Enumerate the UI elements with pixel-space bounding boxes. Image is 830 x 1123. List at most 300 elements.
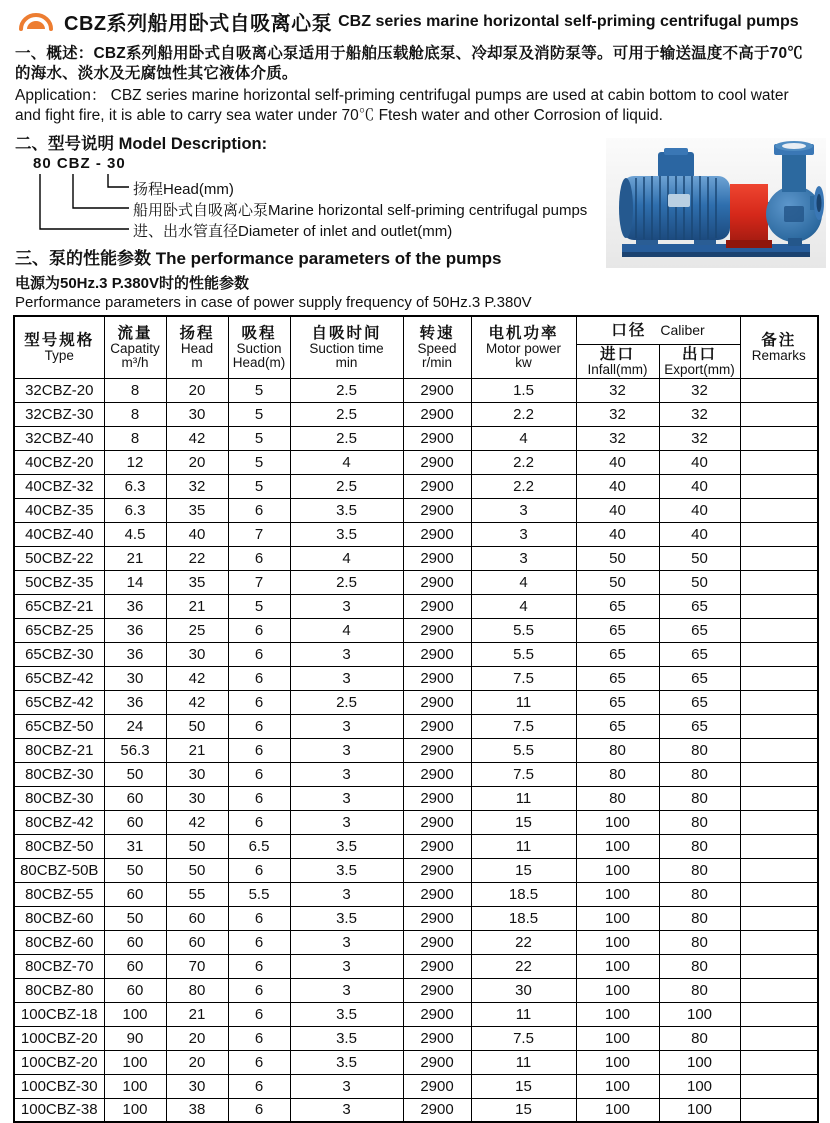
performance-parameters-table — [13, 315, 819, 1123]
table-cell: 50 — [104, 906, 166, 930]
table-cell: 6.3 — [104, 498, 166, 522]
table-cell — [740, 642, 818, 666]
col-header-motor-power: 电机功率 Motor power kw — [471, 316, 576, 378]
table-cell — [740, 522, 818, 546]
table-cell: 3 — [471, 498, 576, 522]
table-cell: 50 — [576, 570, 659, 594]
table-cell: 2900 — [403, 522, 471, 546]
table-cell: 55 — [166, 882, 228, 906]
table-cell: 80CBZ-30 — [14, 786, 104, 810]
table-cell: 6 — [228, 1050, 290, 1074]
table-row — [14, 930, 818, 954]
table-cell: 60 — [104, 930, 166, 954]
col-header-remarks: 备注 Remarks — [740, 316, 818, 378]
table-cell — [740, 738, 818, 762]
table-cell: 2900 — [403, 930, 471, 954]
table-cell — [740, 402, 818, 426]
table-cell — [740, 714, 818, 738]
table-cell: 6 — [228, 930, 290, 954]
table-row — [14, 1050, 818, 1074]
table-cell — [740, 474, 818, 498]
table-cell: 80 — [659, 906, 740, 930]
power-note-en: Performance parameters in case of power supply frequency of 50Hz.3 P.380V — [15, 294, 532, 311]
table-cell: 65CBZ-21 — [14, 594, 104, 618]
table-cell: 65 — [576, 690, 659, 714]
table-cell: 2900 — [403, 402, 471, 426]
table-cell: 2.5 — [290, 690, 403, 714]
table-cell: 42 — [166, 690, 228, 714]
table-cell: 5 — [228, 426, 290, 450]
table-cell: 6 — [228, 738, 290, 762]
table-cell: 21 — [166, 594, 228, 618]
table-row — [14, 618, 818, 642]
table-cell: 6 — [228, 690, 290, 714]
table-cell: 2900 — [403, 810, 471, 834]
table-row — [14, 594, 818, 618]
table-cell — [740, 426, 818, 450]
table-row — [14, 450, 818, 474]
table-cell: 2900 — [403, 882, 471, 906]
table-cell: 3 — [290, 810, 403, 834]
table-cell — [740, 690, 818, 714]
power-note-zh: 电源为50Hz.3 P.380V时的性能参数 — [15, 275, 249, 292]
table-cell: 2900 — [403, 954, 471, 978]
table-cell: 32 — [659, 402, 740, 426]
table-cell: 50 — [104, 858, 166, 882]
table-cell: 15 — [471, 1098, 576, 1122]
table-cell: 100 — [576, 954, 659, 978]
table-body — [14, 378, 818, 1122]
table-cell: 65 — [576, 714, 659, 738]
table-cell: 36 — [104, 594, 166, 618]
table-cell: 5 — [228, 450, 290, 474]
table-cell — [740, 786, 818, 810]
motor-nameplate — [668, 194, 690, 207]
table-cell: 65CBZ-50 — [14, 714, 104, 738]
table-cell: 32CBZ-40 — [14, 426, 104, 450]
table-cell: 4 — [471, 570, 576, 594]
table-cell: 32 — [659, 426, 740, 450]
table-cell: 2900 — [403, 474, 471, 498]
table-row — [14, 882, 818, 906]
table-cell: 40 — [659, 474, 740, 498]
table-cell: 50 — [659, 546, 740, 570]
table-cell: 3.5 — [290, 858, 403, 882]
table-cell: 80 — [659, 978, 740, 1002]
table-cell: 21 — [104, 546, 166, 570]
table-cell: 3 — [290, 714, 403, 738]
table-cell: 100 — [104, 1098, 166, 1122]
table-row — [14, 570, 818, 594]
table-cell: 100 — [576, 834, 659, 858]
table-cell: 2900 — [403, 690, 471, 714]
table-cell: 65CBZ-25 — [14, 618, 104, 642]
table-cell: 2900 — [403, 618, 471, 642]
coupling-guard — [730, 184, 768, 246]
table-cell: 3 — [290, 666, 403, 690]
table-row — [14, 474, 818, 498]
table-cell: 2900 — [403, 1074, 471, 1098]
model-label-diameter: 进、出水管直径Diameter of inlet and outlet(mm) — [133, 223, 453, 240]
table-cell: 40CBZ-32 — [14, 474, 104, 498]
table-cell: 2900 — [403, 1002, 471, 1026]
table-row — [14, 426, 818, 450]
table-cell — [740, 954, 818, 978]
table-cell: 2900 — [403, 1050, 471, 1074]
table-cell: 11 — [471, 1002, 576, 1026]
table-cell: 2900 — [403, 642, 471, 666]
table-cell: 65 — [659, 714, 740, 738]
table-cell: 3.5 — [290, 1026, 403, 1050]
table-cell: 21 — [166, 1002, 228, 1026]
table-cell: 2900 — [403, 762, 471, 786]
table-cell: 2900 — [403, 738, 471, 762]
table-row — [14, 522, 818, 546]
table-cell: 2900 — [403, 1026, 471, 1050]
table-cell: 30 — [166, 762, 228, 786]
table-cell: 50 — [104, 762, 166, 786]
table-cell: 3 — [290, 1074, 403, 1098]
table-cell: 2900 — [403, 378, 471, 402]
table-cell: 50 — [166, 714, 228, 738]
inlet-pipe — [782, 152, 806, 192]
table-cell: 5.5 — [471, 738, 576, 762]
table-cell: 30 — [166, 402, 228, 426]
table-row — [14, 1098, 818, 1122]
table-cell — [740, 666, 818, 690]
table-cell: 8 — [104, 402, 166, 426]
table-cell: 65 — [659, 594, 740, 618]
table-cell: 30 — [166, 786, 228, 810]
table-cell: 35 — [166, 570, 228, 594]
table-cell: 80 — [659, 1026, 740, 1050]
table-cell: 60 — [166, 906, 228, 930]
table-row — [14, 666, 818, 690]
table-cell: 100 — [576, 1074, 659, 1098]
table-cell: 6 — [228, 618, 290, 642]
table-cell: 80CBZ-42 — [14, 810, 104, 834]
table-cell: 21 — [166, 738, 228, 762]
table-cell: 60 — [166, 930, 228, 954]
table-cell: 30 — [471, 978, 576, 1002]
table-cell — [740, 594, 818, 618]
table-cell: 80CBZ-60 — [14, 906, 104, 930]
table-cell — [740, 858, 818, 882]
table-cell: 11 — [471, 690, 576, 714]
table-cell — [740, 1074, 818, 1098]
table-cell — [740, 378, 818, 402]
col-header-suction: 吸程 Suction Head(m) — [228, 316, 290, 378]
table-cell: 2900 — [403, 786, 471, 810]
table-cell: 65CBZ-42 — [14, 690, 104, 714]
table-row — [14, 546, 818, 570]
table-cell — [740, 882, 818, 906]
table-row — [14, 1074, 818, 1098]
table-cell: 36 — [104, 642, 166, 666]
table-row — [14, 498, 818, 522]
table-cell: 3 — [290, 1098, 403, 1122]
table-cell: 100 — [576, 858, 659, 882]
table-cell: 5.5 — [228, 882, 290, 906]
table-cell: 32 — [659, 378, 740, 402]
table-cell: 32 — [576, 426, 659, 450]
table-cell: 40 — [576, 474, 659, 498]
table-cell: 3 — [290, 882, 403, 906]
table-cell: 2900 — [403, 594, 471, 618]
table-cell: 20 — [166, 450, 228, 474]
table-cell: 2.2 — [471, 450, 576, 474]
table-cell: 36 — [104, 618, 166, 642]
table-cell: 80 — [576, 762, 659, 786]
table-cell: 3 — [471, 546, 576, 570]
table-cell: 6 — [228, 954, 290, 978]
table-cell: 40CBZ-35 — [14, 498, 104, 522]
table-cell: 100 — [576, 1026, 659, 1050]
table-cell — [740, 930, 818, 954]
table-cell: 3 — [290, 978, 403, 1002]
table-cell: 100 — [576, 1002, 659, 1026]
table-cell: 6 — [228, 666, 290, 690]
table-cell: 65 — [576, 666, 659, 690]
table-cell: 6 — [228, 906, 290, 930]
table-cell: 7.5 — [471, 666, 576, 690]
table-row — [14, 954, 818, 978]
table-cell: 11 — [471, 786, 576, 810]
overview-paragraph-zh: 一、概述：CBZ系列船用卧式自吸离心泵适用于船舶压载舱底泵、冷却泵及消防泵等。可用于输送温度不高于70℃的海水、淡水及无腐蚀性其它液体介质。 — [15, 45, 803, 82]
table-cell: 3 — [290, 762, 403, 786]
table-cell: 80 — [166, 978, 228, 1002]
table-cell: 40CBZ-40 — [14, 522, 104, 546]
table-cell: 8 — [104, 426, 166, 450]
table-cell: 3 — [290, 738, 403, 762]
table-cell: 3 — [290, 930, 403, 954]
table-row — [14, 402, 818, 426]
table-cell: 40 — [576, 522, 659, 546]
table-cell: 50 — [166, 858, 228, 882]
table-cell: 6 — [228, 498, 290, 522]
table-cell: 3 — [290, 642, 403, 666]
table-cell: 2900 — [403, 858, 471, 882]
table-cell: 80 — [659, 810, 740, 834]
table-cell: 80 — [659, 954, 740, 978]
table-cell: 6 — [228, 810, 290, 834]
table-cell: 42 — [166, 666, 228, 690]
table-cell: 5 — [228, 402, 290, 426]
table-cell: 32 — [166, 474, 228, 498]
table-cell: 31 — [104, 834, 166, 858]
table-cell: 80CBZ-50 — [14, 834, 104, 858]
table-cell: 2900 — [403, 570, 471, 594]
table-cell: 6 — [228, 858, 290, 882]
table-cell: 5.5 — [471, 642, 576, 666]
table-cell: 80CBZ-30 — [14, 762, 104, 786]
table-cell: 56.3 — [104, 738, 166, 762]
table-cell: 22 — [471, 930, 576, 954]
table-cell: 12 — [104, 450, 166, 474]
table-cell — [740, 762, 818, 786]
table-row — [14, 738, 818, 762]
col-header-capacity: 流量 Capatity m³/h — [104, 316, 166, 378]
table-cell: 80 — [576, 738, 659, 762]
table-cell: 80 — [659, 834, 740, 858]
table-cell: 4.5 — [104, 522, 166, 546]
table-cell — [740, 1098, 818, 1122]
col-header-head: 扬程 Head m — [166, 316, 228, 378]
table-cell: 2900 — [403, 834, 471, 858]
table-cell: 2.5 — [290, 426, 403, 450]
table-cell: 3.5 — [290, 498, 403, 522]
table-cell: 65 — [576, 594, 659, 618]
table-cell: 60 — [104, 786, 166, 810]
table-cell: 65 — [659, 618, 740, 642]
table-cell: 100 — [576, 810, 659, 834]
pump-product-photo — [606, 138, 826, 268]
model-description-heading: 二、型号说明 Model Description: — [15, 135, 268, 153]
table-cell — [740, 810, 818, 834]
table-cell: 40 — [576, 450, 659, 474]
table-cell: 5 — [228, 378, 290, 402]
table-cell: 70 — [166, 954, 228, 978]
table-cell: 42 — [166, 810, 228, 834]
motor-junction-box — [658, 152, 694, 178]
table-cell: 3 — [290, 954, 403, 978]
table-row — [14, 786, 818, 810]
table-cell: 22 — [471, 954, 576, 978]
table-row — [14, 714, 818, 738]
table-cell: 2.5 — [290, 474, 403, 498]
table-cell — [740, 906, 818, 930]
col-header-type: 型号规格 Type — [14, 316, 104, 378]
table-cell: 60 — [104, 882, 166, 906]
table-cell: 6 — [228, 786, 290, 810]
table-cell: 32CBZ-20 — [14, 378, 104, 402]
table-cell — [740, 570, 818, 594]
table-cell: 32 — [576, 378, 659, 402]
table-cell: 4 — [290, 618, 403, 642]
table-cell: 100 — [576, 978, 659, 1002]
col-header-caliber: 口径 Caliber — [576, 316, 740, 344]
table-cell: 65 — [659, 690, 740, 714]
table-row — [14, 642, 818, 666]
table-cell: 2.2 — [471, 474, 576, 498]
table-cell: 20 — [166, 1026, 228, 1050]
table-cell: 60 — [104, 978, 166, 1002]
table-cell: 36 — [104, 690, 166, 714]
col-header-infall: 进口 Infall(mm) — [576, 344, 659, 378]
table-row — [14, 858, 818, 882]
table-cell: 100 — [659, 1074, 740, 1098]
table-cell: 2900 — [403, 498, 471, 522]
table-cell: 2900 — [403, 546, 471, 570]
table-cell: 40 — [576, 498, 659, 522]
table-cell: 20 — [166, 378, 228, 402]
table-cell: 3.5 — [290, 1050, 403, 1074]
table-cell — [740, 1050, 818, 1074]
table-cell: 80 — [659, 786, 740, 810]
table-cell: 80CBZ-70 — [14, 954, 104, 978]
table-cell: 40 — [659, 498, 740, 522]
table-cell: 80CBZ-21 — [14, 738, 104, 762]
model-code: 80 CBZ - 30 — [33, 155, 126, 172]
table-cell: 30 — [104, 666, 166, 690]
brand-arc-icon — [16, 9, 56, 35]
table-cell — [740, 498, 818, 522]
table-cell: 7.5 — [471, 1026, 576, 1050]
table-cell: 6.3 — [104, 474, 166, 498]
table-cell: 2.5 — [290, 378, 403, 402]
col-header-speed: 转速 Speed r/min — [403, 316, 471, 378]
table-cell: 65CBZ-42 — [14, 666, 104, 690]
model-code-diagram — [15, 154, 615, 242]
table-cell: 7 — [228, 522, 290, 546]
table-cell: 3 — [471, 522, 576, 546]
table-cell: 32CBZ-30 — [14, 402, 104, 426]
table-cell: 2900 — [403, 450, 471, 474]
table-cell: 80 — [576, 786, 659, 810]
model-label-head: 扬程Head(mm) — [133, 181, 234, 198]
table-cell: 100CBZ-38 — [14, 1098, 104, 1122]
table-cell: 100 — [104, 1002, 166, 1026]
table-cell: 80CBZ-50B — [14, 858, 104, 882]
table-cell: 30 — [166, 642, 228, 666]
table-cell: 5 — [228, 594, 290, 618]
table-cell: 65 — [659, 642, 740, 666]
table-row — [14, 1002, 818, 1026]
table-cell: 80 — [659, 882, 740, 906]
table-row — [14, 762, 818, 786]
table-cell: 2900 — [403, 714, 471, 738]
table-cell: 100 — [659, 1002, 740, 1026]
table-cell: 18.5 — [471, 906, 576, 930]
table-cell: 90 — [104, 1026, 166, 1050]
table-cell: 100 — [576, 1098, 659, 1122]
table-cell: 22 — [166, 546, 228, 570]
table-cell: 100CBZ-18 — [14, 1002, 104, 1026]
table-cell: 3.5 — [290, 522, 403, 546]
page-title-zh: CBZ系列船用卧式自吸离心泵 — [64, 13, 333, 35]
table-cell: 30 — [166, 1074, 228, 1098]
table-cell: 100CBZ-20 — [14, 1026, 104, 1050]
table-cell: 2900 — [403, 1098, 471, 1122]
table-cell: 2.5 — [290, 402, 403, 426]
table-cell: 80 — [659, 762, 740, 786]
table-cell: 50 — [166, 834, 228, 858]
table-cell: 100 — [576, 930, 659, 954]
table-cell: 60 — [104, 954, 166, 978]
table-cell — [740, 450, 818, 474]
table-cell: 40CBZ-20 — [14, 450, 104, 474]
table-cell: 3.5 — [290, 906, 403, 930]
table-cell: 2.2 — [471, 402, 576, 426]
overview-paragraph-en: Application： CBZ series marine horizontal self-priming centrifugal pumps are used at cabin bottom to cool water and fight fire, it is able to carry sea water under 70℃ Ftesh water and other Corrosion of liquid. — [15, 87, 789, 124]
table-cell: 2900 — [403, 906, 471, 930]
table-cell: 11 — [471, 1050, 576, 1074]
table-cell: 65CBZ-30 — [14, 642, 104, 666]
table-cell: 40 — [166, 522, 228, 546]
table-cell: 5 — [228, 474, 290, 498]
table-cell: 100 — [104, 1050, 166, 1074]
table-cell — [740, 546, 818, 570]
col-header-export: 出口 Export(mm) — [659, 344, 740, 378]
table-cell: 18.5 — [471, 882, 576, 906]
table-cell: 5.5 — [471, 618, 576, 642]
table-cell: 60 — [104, 810, 166, 834]
table-cell: 35 — [166, 498, 228, 522]
table-cell: 80 — [659, 858, 740, 882]
table-cell: 3 — [290, 786, 403, 810]
model-label-pump-type: 船用卧式自吸离心泵Marine horizontal self-priming centrifugal pumps — [133, 202, 588, 219]
table-cell: 100 — [576, 906, 659, 930]
